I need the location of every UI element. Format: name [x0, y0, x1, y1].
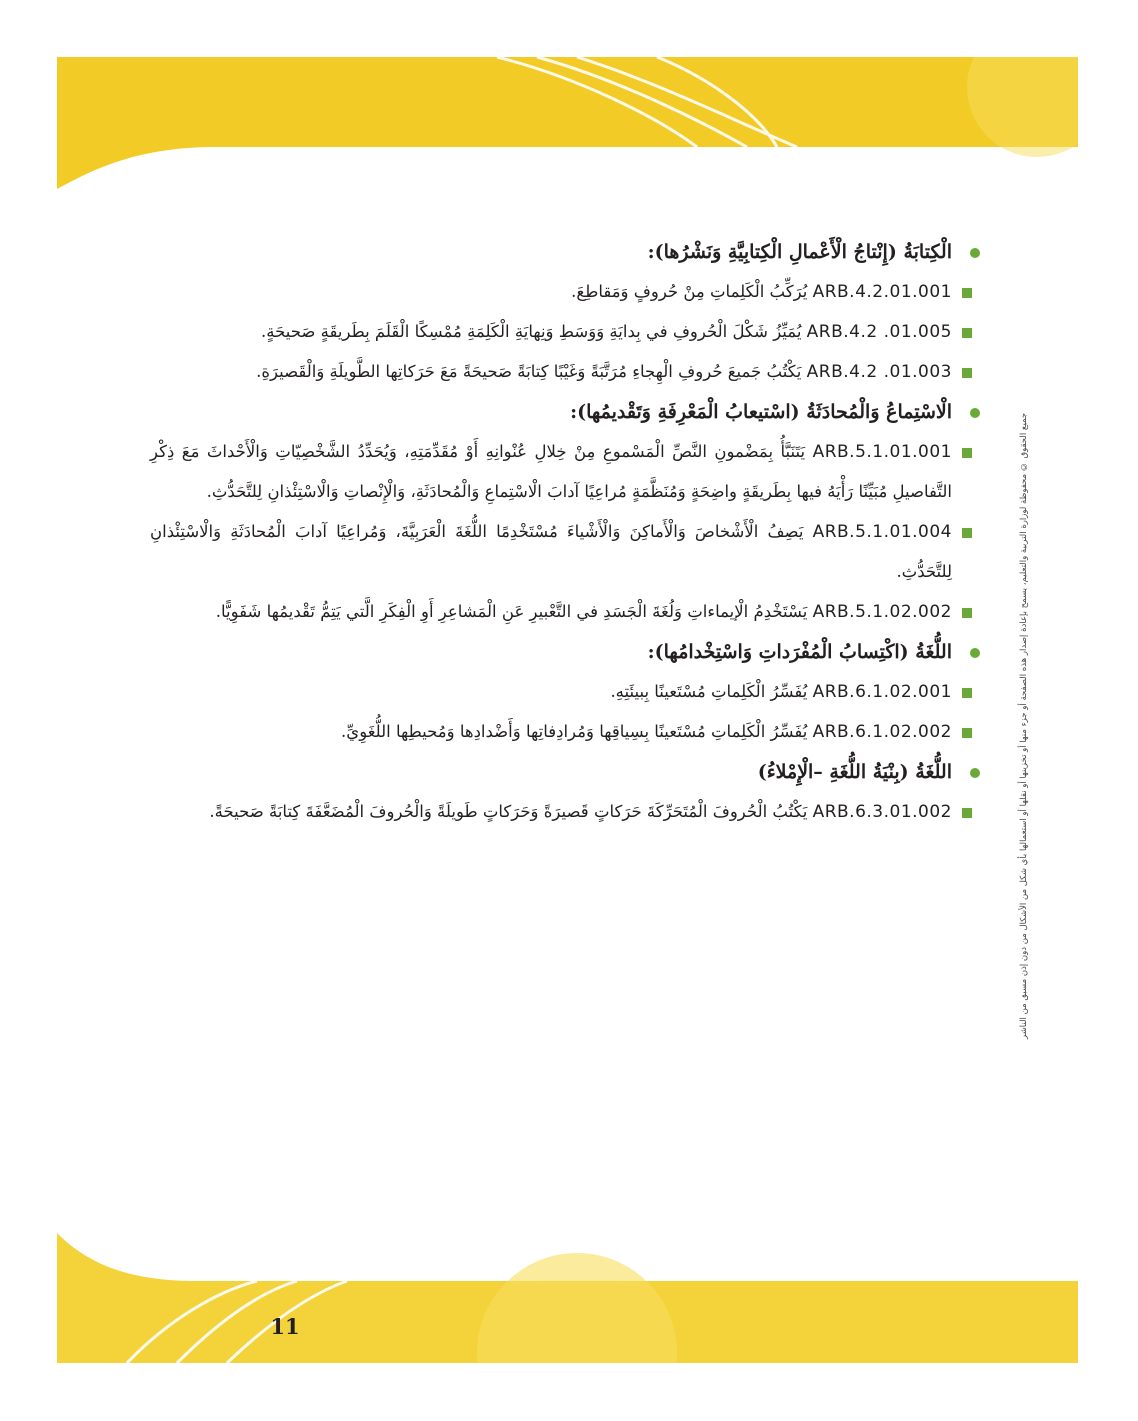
outcome-text: يُرَكِّبُ الْكَلِماتِ مِنْ حُروفٍ وَمَقاطِعَ.	[571, 282, 808, 301]
section-heading-text: اللُّغَةُ (اكْتِسابُ الْمُفْرَداتِ وَاسْتِخْدامُها):	[647, 641, 952, 663]
list-item	[150, 712, 980, 752]
item-text-block	[150, 512, 952, 592]
section-heading-text: الْكِتابَةُ (إِنْتاجُ الْأَعْمالِ الْكِتابِيَّةِ وَنَشْرُها):	[647, 241, 952, 263]
bullet-dot-icon	[970, 768, 980, 778]
outcome-code: ARB.5.1.02.002	[812, 602, 952, 622]
item-text-block	[150, 432, 952, 512]
item-text-block	[150, 672, 952, 712]
section-dictation	[150, 752, 980, 832]
outcome-code: ARB.5.1.01.001	[812, 442, 952, 462]
outcome-text: يَكْتُبُ جَميعَ حُروفِ الْهِجاءِ مُرَتَّبَةً وَغَيْبًا كِتابَةً صَحيحَةً مَعَ حَرَكاتِها الطَّويلَةِ وَالْقَصيرَةِ.	[256, 362, 802, 381]
bullet-square-icon	[962, 368, 972, 378]
bullet-dot-icon	[970, 408, 980, 418]
list-item	[150, 352, 980, 392]
item-text-block	[150, 352, 952, 392]
item-text-block	[150, 792, 952, 832]
section-heading-text: الْاسْتِماعُ وَالْمُحادَثَةُ (اسْتيعابُ الْمَعْرِفَةِ وَتَقْديمُها):	[570, 401, 952, 423]
outcome-text: يُفَسِّرُ الْكَلِماتِ مُسْتَعينًا بِبيئَتِهِ.	[610, 682, 808, 701]
list-item	[150, 312, 980, 352]
outcome-text: يَسْتَخْدِمُ الْإيماءاتِ وَلُغَةَ الْجَسَدِ في التَّعْبيرِ عَنِ الْمَشاعِرِ أَوِ الْفِكَرِ الَّتي يَتِمُّ تَقْديمُها شَفَوِيًّا.	[215, 602, 808, 621]
bullet-square-icon	[962, 608, 972, 618]
outcome-text: يَتَنَبَّأُ بِمَضْمونِ النَّصِّ الْمَسْموعِ مِنْ خِلالِ عُنْوانِهِ أَوْ مُقَدِّمَتِهِ، وَيُحَدِّدُ الشَّخْصِيّاتِ وَالْأَحْداثَ مَعَ ذِكْرِ التَّفاصيلِ مُبَيِّنًا رَأْيَهُ فيها بِطَريقَةٍ واضِحَةٍ وَمُنَظَّمَةٍ مُراعِيًا آدابَ الْاسْتِماعِ وَالْمُحادَثَةِ، وَالْإِنْصاتِ وَالْاسْتِئْذانِ لِلتَّحَدُّثِ.	[150, 442, 952, 501]
outcome-code: ARB.6.1.02.002	[812, 722, 952, 742]
section-heading	[150, 632, 980, 672]
item-text-block	[150, 712, 952, 752]
item-text-block	[150, 272, 952, 312]
bullet-square-icon	[962, 808, 972, 818]
section-heading	[150, 752, 980, 792]
list-item	[150, 272, 980, 312]
bullet-square-icon	[962, 528, 972, 538]
list-item	[150, 592, 980, 632]
section-heading	[150, 392, 980, 432]
outcome-code: ARB.4.2.01.001	[812, 282, 952, 302]
outcome-code: ARB.4.2 .01.003	[806, 362, 952, 382]
list-item	[150, 792, 980, 832]
bullet-dot-icon	[970, 248, 980, 258]
outcome-text: يُفَسِّرُ الْكَلِماتِ مُسْتَعينًا بِسِياقِها وَمُرادِفاتِها وَأَضْدادِها وَمُحيطِها اللُّغَوِيِّ.	[341, 722, 808, 741]
bullet-square-icon	[962, 688, 972, 698]
section-listening-speaking	[150, 392, 980, 632]
learning-outcomes-list	[150, 232, 980, 832]
bullet-dot-icon	[970, 648, 980, 658]
list-item	[150, 512, 980, 592]
section-heading	[150, 232, 980, 272]
bullet-square-icon	[962, 328, 972, 338]
outcome-text: يَصِفُ الْأَشْخاصَ وَالْأَماكِنَ وَالْأَشْياءَ مُسْتَخْدِمًا اللُّغَةَ الْعَرَبِيَّةَ، وَمُراعِيًا آدابَ الْمُحادَثَةِ وَالْاسْتِئْذانِ لِلتَّحَدُّثِ.	[150, 522, 952, 581]
outcome-code: ARB.5.1.01.004	[812, 522, 952, 542]
outcome-code: ARB.6.1.02.001	[812, 682, 952, 702]
list-item	[150, 672, 980, 712]
outcome-text: يُمَيِّزُ شَكْلَ الْحُروفِ في بِدايَةِ وَوَسَطِ وَنِهايَةِ الْكَلِمَةِ مُمْسِكًا الْقَلَمَ بِطَريقَةٍ صَحيحَةٍ.	[261, 322, 802, 341]
top-banner-decoration	[57, 57, 1078, 197]
outcome-code: ARB.4.2 .01.005	[806, 322, 952, 342]
copyright-side-note: جميع الحقوق © محفوظة لوزارة التربية والتعليم، يسمح بإعادة إصدار هذه الصفحة أو جزء منها أو تخزينها أو نقلها أو استعمالها بأي شكل من الأشكال من دون إذن مسبق من الناشر	[1019, 412, 1029, 1040]
list-item	[150, 432, 980, 512]
item-text-block	[150, 312, 952, 352]
section-heading-text: اللُّغَةُ (بِنْيَةُ اللُّغَةِ –الْإِمْلاءُ)	[757, 761, 952, 783]
item-text-block	[150, 592, 952, 632]
bullet-square-icon	[962, 448, 972, 458]
section-vocabulary	[150, 632, 980, 752]
page-number: 11	[270, 1314, 300, 1339]
bullet-square-icon	[962, 728, 972, 738]
bullet-square-icon	[962, 288, 972, 298]
section-writing	[150, 232, 980, 392]
outcome-text: يَكْتُبُ الْحُروفَ الْمُتَحَرِّكَةَ حَرَكاتٍ قَصيرَةً وَحَرَكاتٍ طَويلَةً وَالْحُروفَ الْمُضَعَّفَةَ كِتابَةً صَحيحَةً.	[209, 802, 808, 821]
outcome-code: ARB.6.3.01.002	[812, 802, 952, 822]
bottom-banner-decoration	[57, 1233, 1078, 1363]
